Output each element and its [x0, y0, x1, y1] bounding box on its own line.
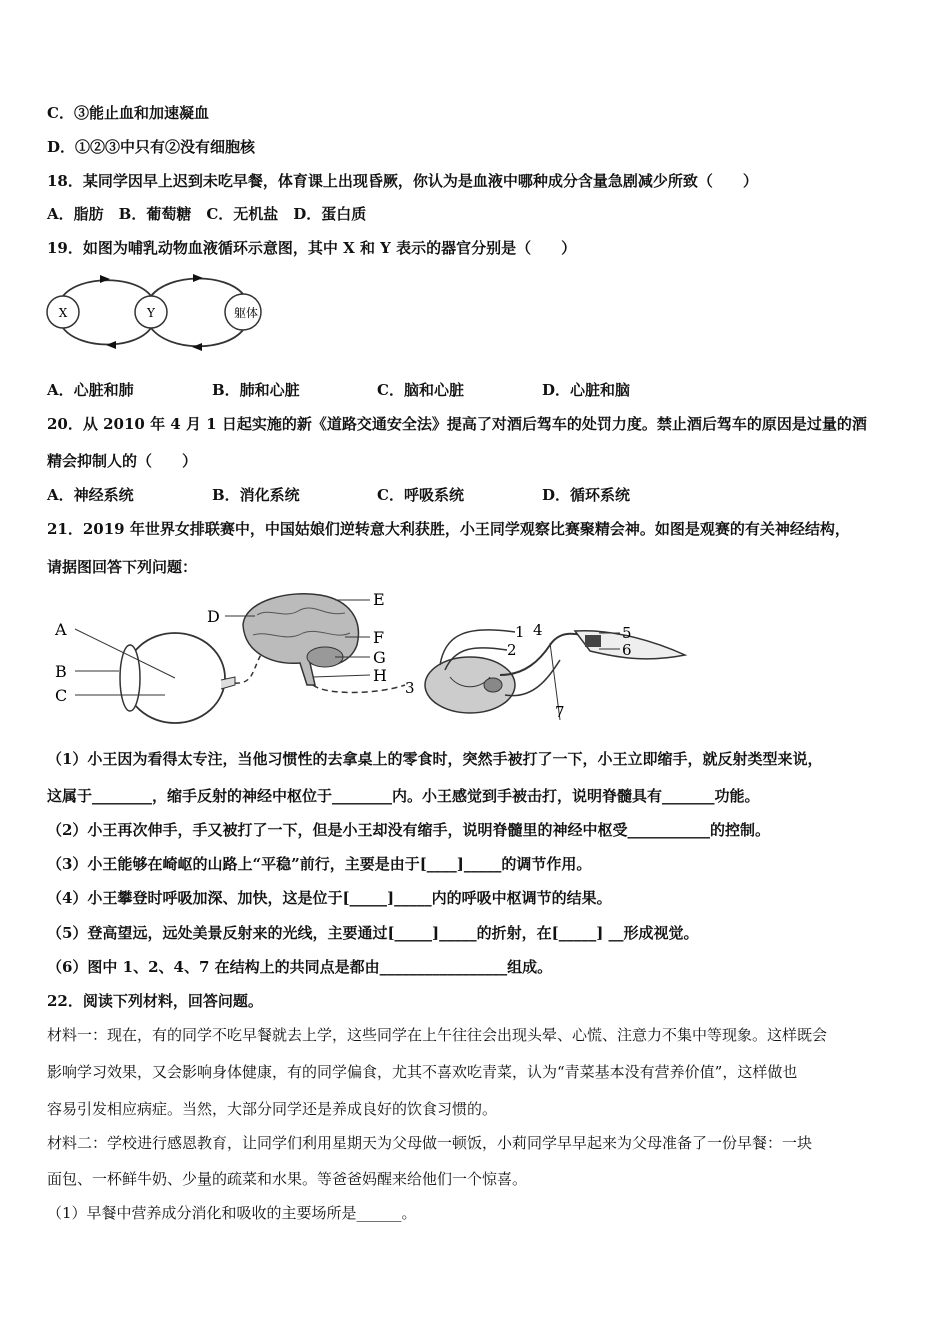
question-20-line1: 20．从 2010 年 4 月 1 日起实施的新《道路交通安全法》提高了对酒后驾车的处罚力度。禁止酒后驾车的原因是过量的酒 — [47, 415, 867, 433]
label-1: 1 — [515, 623, 525, 641]
question-20-line2: 精会抑制人的（ ） — [47, 452, 198, 470]
question-18-options: A．脂肪 B．葡萄糖 C．无机盐 D．蛋白质 — [47, 205, 367, 223]
label-2: 2 — [507, 641, 517, 659]
material-1-line3: 容易引发相应病症。当然，大部分同学还是养成良好的饮食习惯的。 — [47, 1100, 498, 1118]
question-20-options — [47, 485, 707, 505]
circulation-diagram — [40, 270, 280, 365]
question-18: 18．某同学因早上迟到未吃早餐，体育课上出现昏厥，你认为是血液中哪种成分含量急剧减少所致（ ） — [47, 172, 758, 190]
label-body: 躯体 — [233, 306, 259, 320]
option-d-line: D．①②③中只有②没有细胞核 — [47, 138, 256, 156]
label-c: C — [55, 686, 68, 705]
option-b: B．肺和心脏 — [212, 381, 300, 399]
label-b: B — [55, 662, 67, 681]
arrow-icon — [100, 275, 110, 283]
label-x: X — [58, 306, 68, 320]
label-f: F — [373, 628, 385, 647]
option-c-line: C．③能止血和加速凝血 — [47, 104, 209, 122]
label-a: A — [55, 620, 67, 639]
question-19-options — [47, 380, 707, 400]
subquestion-2: （2）小王再次伸手，手又被打了一下，但是小王却没有缩手，说明脊髓里的神经中枢受___________的控制。 — [47, 821, 770, 839]
subquestion-5: （5）登高望远，远处美景反射来的光线，主要通过[_____]_____的折射，在[_____] __形成视觉。 — [47, 924, 699, 942]
label-g: G — [373, 648, 386, 667]
option-a: A．心脏和肺 — [47, 381, 134, 399]
option-d: D．循环系统 — [542, 486, 631, 504]
subquestion-1-line1: （1）小王因为看得太专注，当他习惯性的去拿桌上的零食时，突然手被打了一下，小王立即缩手，就反射类型来说， — [47, 750, 823, 768]
option-c: C．脑和心脏 — [377, 381, 464, 399]
label-4: 4 — [533, 621, 543, 639]
receptor-effector-block — [585, 635, 601, 647]
question-22-part1: （1）早餐中营养成分消化和吸收的主要场所是______。 — [47, 1204, 417, 1222]
arrow-icon — [192, 343, 202, 351]
label-y: Y — [147, 306, 155, 320]
subquestion-3: （3）小王能够在崎岖的山路上“平稳”前行，主要是由于[____]_____的调节作用。 — [47, 855, 592, 873]
subquestion-4: （4）小王攀登时呼吸加深、加快，这是位于[_____]_____内的呼吸中枢调节的结果。 — [47, 889, 612, 907]
spinal-cord-illustration — [425, 657, 515, 713]
label-d: D — [207, 607, 220, 626]
label-6: 6 — [622, 641, 632, 659]
label-e: E — [373, 590, 385, 609]
arrow-icon — [193, 274, 203, 282]
subquestion-1-line2: 这属于________，缩手反射的神经中枢位于________内。小王感觉到手被击打，说明脊髓具有_______功能。 — [47, 787, 760, 805]
question-19: 19．如图为哺乳动物血液循环示意图，其中 X 和 Y 表示的器官分别是（ ） — [47, 239, 577, 257]
material-1-line2: 影响学习效果，又会影响身体健康，有的同学偏食，尤其不喜欢吃青菜，认为“青菜基本没有营养价值”，这样做也 — [47, 1063, 798, 1081]
question-21-line1: 21．2019 年世界女排联赛中，中国姑娘们逆转意大利获胜，小王同学观察比赛聚精会神。如图是观赛的有关神经结构， — [47, 520, 850, 538]
material-1-line1: 材料一：现在，有的同学不吃早餐就去上学，这些同学在上午往往会出现头晕、心慌、注意力不集中等现象。这样既会 — [47, 1026, 828, 1044]
nerve-structure-diagram — [45, 585, 695, 725]
label-5: 5 — [622, 624, 632, 642]
option-b: B．消化系统 — [212, 486, 300, 504]
subquestion-6: （6）图中 1、2、4、7 在结构上的共同点是都由_________________组成。 — [47, 958, 553, 976]
material-2-line1: 材料二：学校进行感恩教育，让同学们利用星期天为父母做一顿饭，小莉同学早早起来为父母准备了一份早餐：一块 — [47, 1134, 813, 1152]
label-7: 7 — [555, 703, 565, 721]
option-d: D．心脏和脑 — [542, 381, 631, 399]
label-3: 3 — [405, 679, 415, 697]
material-2-line2: 面包、一杯鲜牛奶、少量的疏菜和水果。等爸爸妈醒来给他们一个惊喜。 — [47, 1170, 528, 1188]
question-21-line2: 请据图回答下列问题： — [47, 558, 198, 576]
brain-illustration — [243, 594, 358, 685]
question-22: 22．阅读下列材料，回答问题。 — [47, 992, 263, 1010]
arrow-icon — [106, 341, 116, 349]
option-a: A．神经系统 — [47, 486, 134, 504]
label-h: H — [373, 666, 387, 685]
option-c: C．呼吸系统 — [377, 486, 464, 504]
eye-illustration — [75, 629, 235, 723]
